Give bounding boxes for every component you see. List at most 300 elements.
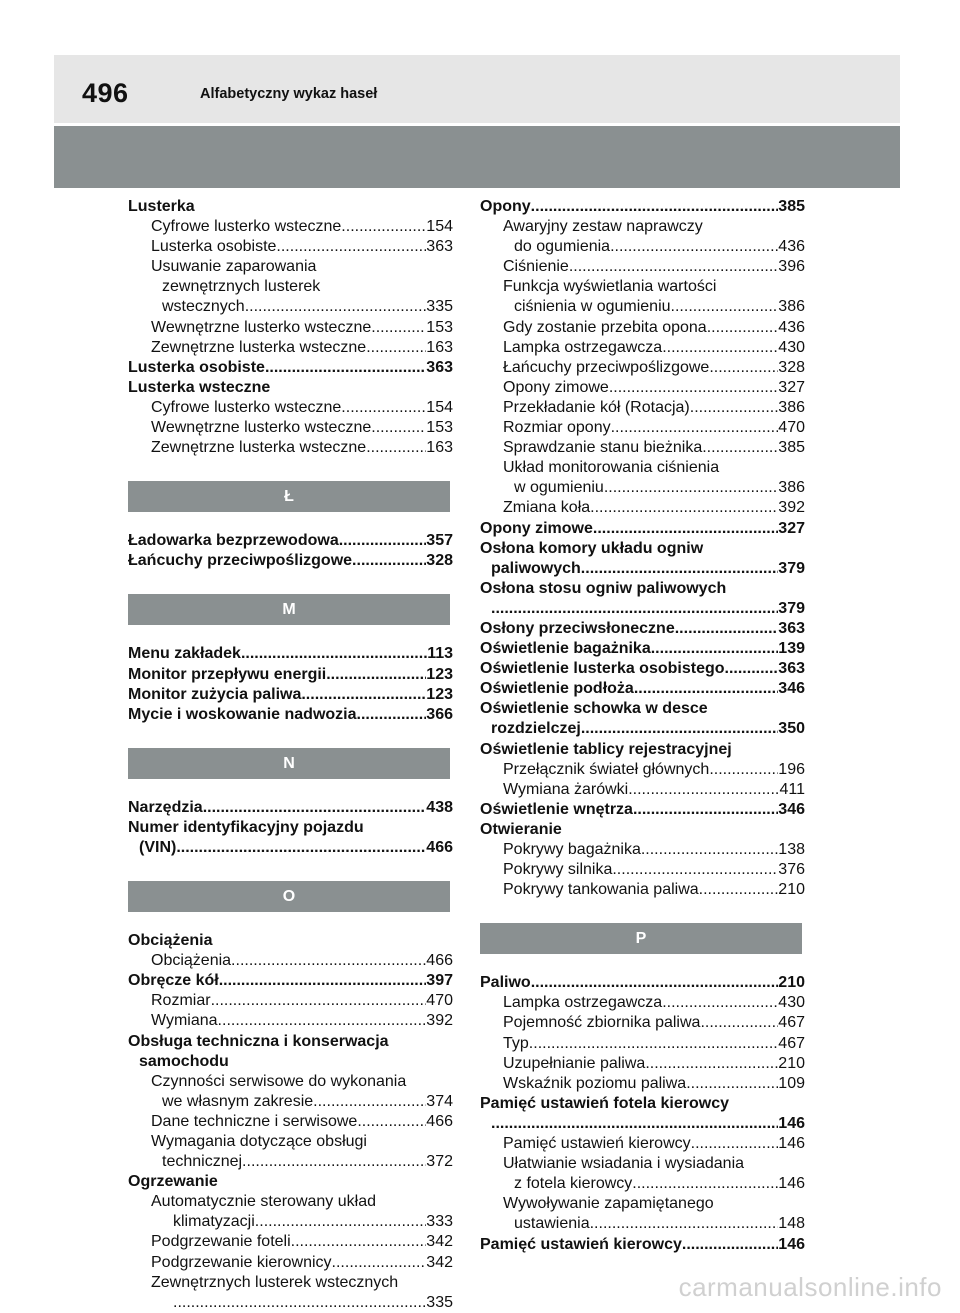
dot-leader xyxy=(203,798,427,818)
entry-page-number: 363 xyxy=(778,660,805,678)
entry-page-number: 328 xyxy=(778,358,805,376)
entry-page-number: 363 xyxy=(426,238,453,256)
index-subentry xyxy=(128,1132,453,1152)
entry-label: Zmiana koła xyxy=(503,499,591,517)
entry-label: Oświetlenie tablicy rejestracyjnej xyxy=(480,740,732,758)
entry-page-number: 342 xyxy=(426,1253,453,1271)
entry-label: Wymiana żarówki xyxy=(503,780,629,798)
entry-label: Ładowarka bezprzewodowa xyxy=(128,532,339,550)
index-entry xyxy=(480,539,805,559)
dot-leader xyxy=(366,338,426,358)
index-entry xyxy=(480,800,805,820)
entry-page-number: 438 xyxy=(426,798,453,816)
entry-label: Oświetlenie lusterka osobistego xyxy=(480,660,725,678)
index-subentry xyxy=(128,1212,453,1232)
dot-leader xyxy=(231,951,426,971)
index-subentry xyxy=(128,237,453,257)
entry-label: technicznej xyxy=(162,1153,243,1171)
index-block xyxy=(128,931,453,1313)
entry-label: Obsługa techniczna i konserwacja xyxy=(128,1032,389,1050)
entry-label: Lampka ostrzegawcza xyxy=(503,994,663,1012)
entry-label: Cyfrowe lusterko wsteczne xyxy=(151,398,342,416)
entry-page-number: 335 xyxy=(426,1293,453,1311)
index-entry xyxy=(128,551,453,571)
watermark: carmanualsonline.info xyxy=(678,1272,942,1302)
entry-page-number: 374 xyxy=(426,1092,453,1110)
index-entry xyxy=(480,1235,805,1255)
entry-label: we własnym zakresie xyxy=(162,1092,314,1110)
dot-leader xyxy=(593,519,778,539)
index-subentry xyxy=(480,277,805,297)
dot-leader xyxy=(700,1013,778,1033)
index-subentry xyxy=(480,993,805,1013)
entry-page-number: 363 xyxy=(778,619,805,637)
dot-leader xyxy=(218,1011,427,1031)
entry-page-number: 335 xyxy=(426,298,453,316)
index-subentry xyxy=(128,1112,453,1132)
dot-leader xyxy=(242,1152,426,1172)
entry-label: Usuwanie zaparowania xyxy=(151,258,317,276)
entry-label: Zewnętrzne lusterka wsteczne xyxy=(151,439,367,457)
index-entry xyxy=(128,665,453,685)
entry-label: Osłony przeciwsłoneczne xyxy=(480,619,675,637)
entry-label: Oświetlenie schowka w desce xyxy=(480,700,708,718)
entry-label: Lampka ostrzegawcza xyxy=(503,338,663,356)
index-entry xyxy=(480,659,805,679)
dot-leader xyxy=(634,679,778,699)
index-subentry xyxy=(480,318,805,338)
index-subentry xyxy=(480,237,805,257)
entry-page-number: 210 xyxy=(778,881,805,899)
entry-page-number: 386 xyxy=(778,398,805,416)
entry-label: Wewnętrzne lusterko wsteczne xyxy=(151,419,372,437)
dot-leader xyxy=(366,438,426,458)
entry-page-number: 466 xyxy=(426,952,453,970)
entry-label: Lusterka xyxy=(128,198,195,215)
entry-label: Łańcuchy przeciwpoślizgowe xyxy=(503,358,710,376)
index-subentry xyxy=(128,991,453,1011)
index-subentry xyxy=(480,217,805,237)
entry-page-number: 386 xyxy=(778,298,805,316)
index-subentry xyxy=(480,257,805,277)
entry-page-number: 196 xyxy=(778,760,805,778)
entry-page-number: 327 xyxy=(778,378,805,396)
entry-label: Czynności serwisowe do wykonania xyxy=(151,1072,407,1090)
index-entry xyxy=(480,973,805,993)
index-column-left xyxy=(128,197,453,1313)
entry-label: Pamięć ustawień fotela kierowcy xyxy=(480,1094,729,1112)
entry-label: Zewnętrzne lusterka wsteczne xyxy=(151,338,367,356)
index-subentry xyxy=(128,1011,453,1031)
entry-page-number: 109 xyxy=(778,1074,805,1092)
dot-leader xyxy=(569,257,778,277)
entry-label: klimatyzacji xyxy=(173,1213,255,1231)
index-subentry xyxy=(128,338,453,358)
index-subentry xyxy=(480,840,805,860)
dot-leader xyxy=(641,840,778,860)
dot-leader xyxy=(341,398,426,418)
dot-leader xyxy=(628,780,779,800)
index-entry xyxy=(128,931,453,951)
dot-leader xyxy=(276,237,426,257)
entry-page-number: 123 xyxy=(426,685,453,703)
entry-page-number: 397 xyxy=(426,972,453,990)
entry-page-number: 436 xyxy=(778,318,805,336)
dot-leader xyxy=(265,358,426,378)
dot-leader xyxy=(529,1034,779,1054)
dot-leader xyxy=(662,993,778,1013)
index-entry xyxy=(480,719,805,739)
index-entry xyxy=(480,197,805,217)
entry-page-number: 350 xyxy=(778,720,805,738)
index-entry xyxy=(480,679,805,699)
dot-leader xyxy=(357,1112,426,1132)
dot-leader xyxy=(491,1114,778,1134)
entry-label: ustawienia xyxy=(514,1215,590,1233)
page-number: 496 xyxy=(82,78,129,108)
entry-label: Opony zimowe xyxy=(503,378,609,396)
entry-label: Obciążenia xyxy=(128,932,213,950)
index-entry xyxy=(128,818,453,838)
dot-leader xyxy=(611,418,779,438)
index-subentry xyxy=(128,951,453,971)
index-subentry xyxy=(480,880,805,900)
index-subentry xyxy=(480,438,805,458)
index-entry xyxy=(480,639,805,659)
index-subentry xyxy=(480,398,805,418)
dot-leader xyxy=(604,478,778,498)
dot-leader xyxy=(610,237,778,257)
index-entry xyxy=(128,644,453,664)
entry-label: Przełącznik świateł głównych xyxy=(503,760,710,778)
entry-label: Rozmiar opony xyxy=(503,419,611,437)
entry-label: Oświetlenie podłoża xyxy=(480,680,634,698)
dot-leader xyxy=(699,880,779,900)
entry-label: Uzupełnianie paliwa xyxy=(503,1054,646,1072)
entry-label: Obręcze kół xyxy=(128,972,219,990)
index-subentry xyxy=(128,1152,453,1172)
entry-label: Osłona stosu ogniw paliwowych xyxy=(480,579,727,597)
entry-page-number: 123 xyxy=(426,665,453,683)
index-block xyxy=(128,798,453,858)
entry-page-number: 146 xyxy=(778,1114,805,1132)
index-entry xyxy=(480,1094,805,1114)
index-entry xyxy=(128,531,453,551)
entry-page-number: 366 xyxy=(426,705,453,723)
entry-label: Przekładanie kół (Rotacja) xyxy=(503,398,690,416)
index-subentry xyxy=(128,1253,453,1273)
dot-leader xyxy=(686,1074,778,1094)
section-band xyxy=(54,126,900,188)
index-subentry xyxy=(128,318,453,338)
index-entry xyxy=(128,197,453,217)
index-entry xyxy=(128,838,453,858)
entry-label: Wymiana xyxy=(151,1012,218,1030)
dot-leader xyxy=(173,1293,426,1313)
dot-leader xyxy=(245,297,427,317)
entry-page-number: 430 xyxy=(778,338,805,356)
index-subentry xyxy=(480,478,805,498)
entry-label: z fotela kierowcy xyxy=(514,1175,633,1193)
entry-page-number: 210 xyxy=(778,974,805,992)
entry-page-number: 346 xyxy=(778,680,805,698)
entry-label: Oświetlenie wnętrza xyxy=(480,800,633,818)
entry-page-number: 148 xyxy=(778,1215,805,1233)
index-subentry xyxy=(128,1293,453,1313)
entry-page-number: 392 xyxy=(426,1012,453,1030)
index-entry xyxy=(128,1032,453,1052)
entry-label: Funkcja wyświetlania wartości xyxy=(503,278,717,296)
entry-label: w ogumieniu xyxy=(514,479,604,497)
index-block xyxy=(128,644,453,724)
dot-leader xyxy=(682,1235,778,1255)
entry-label: Awaryjny zestaw naprawczy xyxy=(503,218,703,236)
index-entry xyxy=(480,599,805,619)
dot-leader xyxy=(651,639,779,659)
index-entry xyxy=(128,971,453,991)
entry-label: Lusterka wsteczne xyxy=(128,378,271,396)
dot-leader xyxy=(491,599,778,619)
entry-page-number: 210 xyxy=(778,1054,805,1072)
index-entry xyxy=(480,740,805,760)
entry-label: Pojemność zbiornika paliwa xyxy=(503,1014,701,1032)
entry-label: Pokrywy bagażnika xyxy=(503,841,641,858)
dot-leader xyxy=(645,1054,778,1074)
dot-leader xyxy=(255,1212,427,1232)
dot-leader xyxy=(707,318,779,338)
entry-page-number: 467 xyxy=(778,1014,805,1032)
entry-page-number: 379 xyxy=(778,559,805,577)
index-subentry xyxy=(128,277,453,297)
entry-label: Typ xyxy=(503,1034,529,1052)
entry-label: Podgrzewanie kierownicy xyxy=(151,1253,332,1271)
dot-leader xyxy=(590,1214,779,1234)
entry-page-number: 386 xyxy=(778,479,805,497)
entry-label: Lusterka osobiste xyxy=(128,358,265,376)
index-entry xyxy=(480,619,805,639)
index-subentry xyxy=(480,780,805,800)
index-subentry xyxy=(480,1074,805,1094)
index-subentry xyxy=(480,498,805,518)
index-subentry xyxy=(480,1013,805,1033)
index-subentry xyxy=(128,1273,453,1293)
dot-leader xyxy=(690,398,779,418)
entry-page-number: 376 xyxy=(778,861,805,879)
dot-leader xyxy=(339,531,427,551)
index-block xyxy=(480,973,805,1254)
index-subentry xyxy=(128,257,453,277)
entry-page-number: 411 xyxy=(779,780,805,798)
dot-leader xyxy=(371,418,426,438)
entry-label: Paliwo xyxy=(480,974,531,992)
index-entry xyxy=(128,685,453,705)
dot-leader xyxy=(702,438,778,458)
section-letter-n: N xyxy=(128,748,450,779)
index-entry xyxy=(128,1052,453,1072)
entry-page-number: 163 xyxy=(426,338,453,356)
index-entry xyxy=(480,699,805,719)
dot-leader xyxy=(211,991,427,1011)
entry-page-number: 146 xyxy=(778,1135,805,1153)
entry-label: Opony zimowe xyxy=(480,519,593,537)
entry-label: Łańcuchy przeciwpoślizgowe xyxy=(128,552,353,570)
index-subentry xyxy=(128,398,453,418)
entry-page-number: 146 xyxy=(778,1235,805,1253)
entry-page-number: 466 xyxy=(426,1112,453,1130)
entry-page-number: 113 xyxy=(427,645,453,663)
entry-label: Lusterka osobiste xyxy=(151,238,277,256)
entry-label: Pamięć ustawień kierowcy xyxy=(480,1235,682,1253)
entry-label: Menu zakładek xyxy=(128,645,241,663)
dot-leader xyxy=(352,551,426,571)
entry-label: Osłona komory układu ogniw xyxy=(480,539,704,557)
entry-label: Wewnętrzne lusterko wsteczne xyxy=(151,318,372,336)
entry-label: zewnętrznych lusterek xyxy=(162,278,321,296)
entry-label: Monitor przepływu energii xyxy=(128,665,327,683)
index-subentry xyxy=(128,297,453,317)
index-subentry xyxy=(480,418,805,438)
entry-label: ciśnienia w ogumieniu xyxy=(514,298,671,316)
index-subentry xyxy=(480,760,805,780)
entry-label: Narzędzia xyxy=(128,798,203,816)
dot-leader xyxy=(590,498,778,518)
entry-label: Numer identyfikacyjny pojazdu xyxy=(128,818,364,836)
index-subentry xyxy=(480,1154,805,1174)
dot-leader xyxy=(633,800,778,820)
entry-page-number: 138 xyxy=(778,841,805,858)
entry-page-number: 392 xyxy=(778,499,805,517)
index-subentry xyxy=(128,1072,453,1092)
index-entry xyxy=(480,559,805,579)
entry-label: Ogrzewanie xyxy=(128,1173,218,1191)
entry-label: rozdzielczej xyxy=(491,720,581,738)
section-letter-o: O xyxy=(128,881,450,912)
index-subentry xyxy=(480,338,805,358)
dot-leader xyxy=(612,860,778,880)
header-title: Alfabetyczny wykaz haseł xyxy=(200,86,378,102)
dot-leader xyxy=(332,1253,427,1273)
dot-leader xyxy=(581,559,779,579)
dot-leader xyxy=(609,378,778,398)
entry-label: Automatycznie sterowany układ xyxy=(151,1193,376,1211)
entry-page-number: 470 xyxy=(426,992,453,1010)
index-subentry xyxy=(128,418,453,438)
index-entry xyxy=(128,798,453,818)
entry-page-number: 327 xyxy=(778,519,805,537)
entry-page-number: 139 xyxy=(778,640,805,658)
entry-label: Wskaźnik poziomu paliwa xyxy=(503,1074,687,1092)
section-letter-l: Ł xyxy=(128,481,450,512)
entry-label: Ciśnienie xyxy=(503,258,569,276)
entry-label: Rozmiar xyxy=(151,992,211,1010)
entry-page-number: 372 xyxy=(426,1153,453,1171)
entry-label: Pamięć ustawień kierowcy xyxy=(503,1135,691,1153)
index-subentry xyxy=(128,438,453,458)
dot-leader xyxy=(581,719,778,739)
entry-label: Cyfrowe lusterko wsteczne xyxy=(151,218,342,236)
index-subentry xyxy=(128,217,453,237)
index-subentry xyxy=(480,378,805,398)
entry-page-number: 430 xyxy=(778,994,805,1012)
index-subentry xyxy=(480,297,805,317)
entry-page-number: 154 xyxy=(426,218,453,236)
entry-label: wstecznych xyxy=(162,298,245,316)
dot-leader xyxy=(709,358,778,378)
entry-page-number: 153 xyxy=(426,419,453,437)
entry-page-number: 342 xyxy=(426,1233,453,1251)
entry-label: (VIN) xyxy=(139,838,177,856)
index-subentry xyxy=(480,358,805,378)
entry-label: Dane techniczne i serwisowe xyxy=(151,1112,358,1130)
entry-page-number: 357 xyxy=(426,532,453,550)
entry-label: Sprawdzanie stanu bieżnika xyxy=(503,439,703,457)
dot-leader xyxy=(671,297,779,317)
entry-page-number: 346 xyxy=(778,800,805,818)
index-entry xyxy=(480,820,805,840)
dot-leader xyxy=(313,1092,426,1112)
index-subentry xyxy=(480,1054,805,1074)
entry-label: paliwowych xyxy=(491,559,581,577)
dot-leader xyxy=(219,971,427,991)
index-entry xyxy=(128,1172,453,1192)
dot-leader xyxy=(371,318,426,338)
dot-leader xyxy=(531,197,779,217)
index-column-right xyxy=(480,197,805,1255)
entry-page-number: 385 xyxy=(778,439,805,457)
index-entry xyxy=(128,705,453,725)
entry-page-number: 436 xyxy=(778,238,805,256)
index-subentry xyxy=(480,1174,805,1194)
index-entry xyxy=(128,358,453,378)
index-block xyxy=(128,531,453,571)
index-subentry xyxy=(480,860,805,880)
index-entry xyxy=(128,378,453,398)
entry-label: do ogumienia xyxy=(514,238,611,256)
entry-label: Oświetlenie bagażnika xyxy=(480,640,651,658)
index-subentry xyxy=(128,1232,453,1252)
entry-page-number: 466 xyxy=(426,838,453,856)
index-entry xyxy=(480,1114,805,1134)
index-subentry xyxy=(128,1092,453,1112)
header-bar xyxy=(54,55,900,123)
index-block xyxy=(128,197,453,458)
entry-label: Podgrzewanie foteli xyxy=(151,1233,291,1251)
index-entry xyxy=(480,579,805,599)
entry-page-number: 470 xyxy=(778,419,805,437)
dot-leader xyxy=(709,760,778,780)
entry-label: samochodu xyxy=(139,1052,229,1070)
dot-leader xyxy=(662,338,778,358)
entry-page-number: 363 xyxy=(426,358,453,376)
entry-page-number: 154 xyxy=(426,398,453,416)
index-entry xyxy=(480,519,805,539)
section-letter-m: M xyxy=(128,594,450,625)
index-block xyxy=(480,197,805,900)
dot-leader xyxy=(725,659,779,679)
entry-label: Pokrywy silnika xyxy=(503,861,613,879)
entry-label: Otwieranie xyxy=(480,820,562,838)
dot-leader xyxy=(291,1232,427,1252)
dot-leader xyxy=(531,973,779,993)
dot-leader xyxy=(357,705,427,725)
entry-label: Układ monitorowania ciśnienia xyxy=(503,459,720,477)
entry-label: Mycie i woskowanie nadwozia xyxy=(128,705,357,723)
entry-label: Obciążenia xyxy=(151,952,232,970)
entry-label: Monitor zużycia paliwa xyxy=(128,685,302,703)
index-subentry xyxy=(480,458,805,478)
index-subentry xyxy=(128,1192,453,1212)
entry-page-number: 163 xyxy=(426,439,453,457)
